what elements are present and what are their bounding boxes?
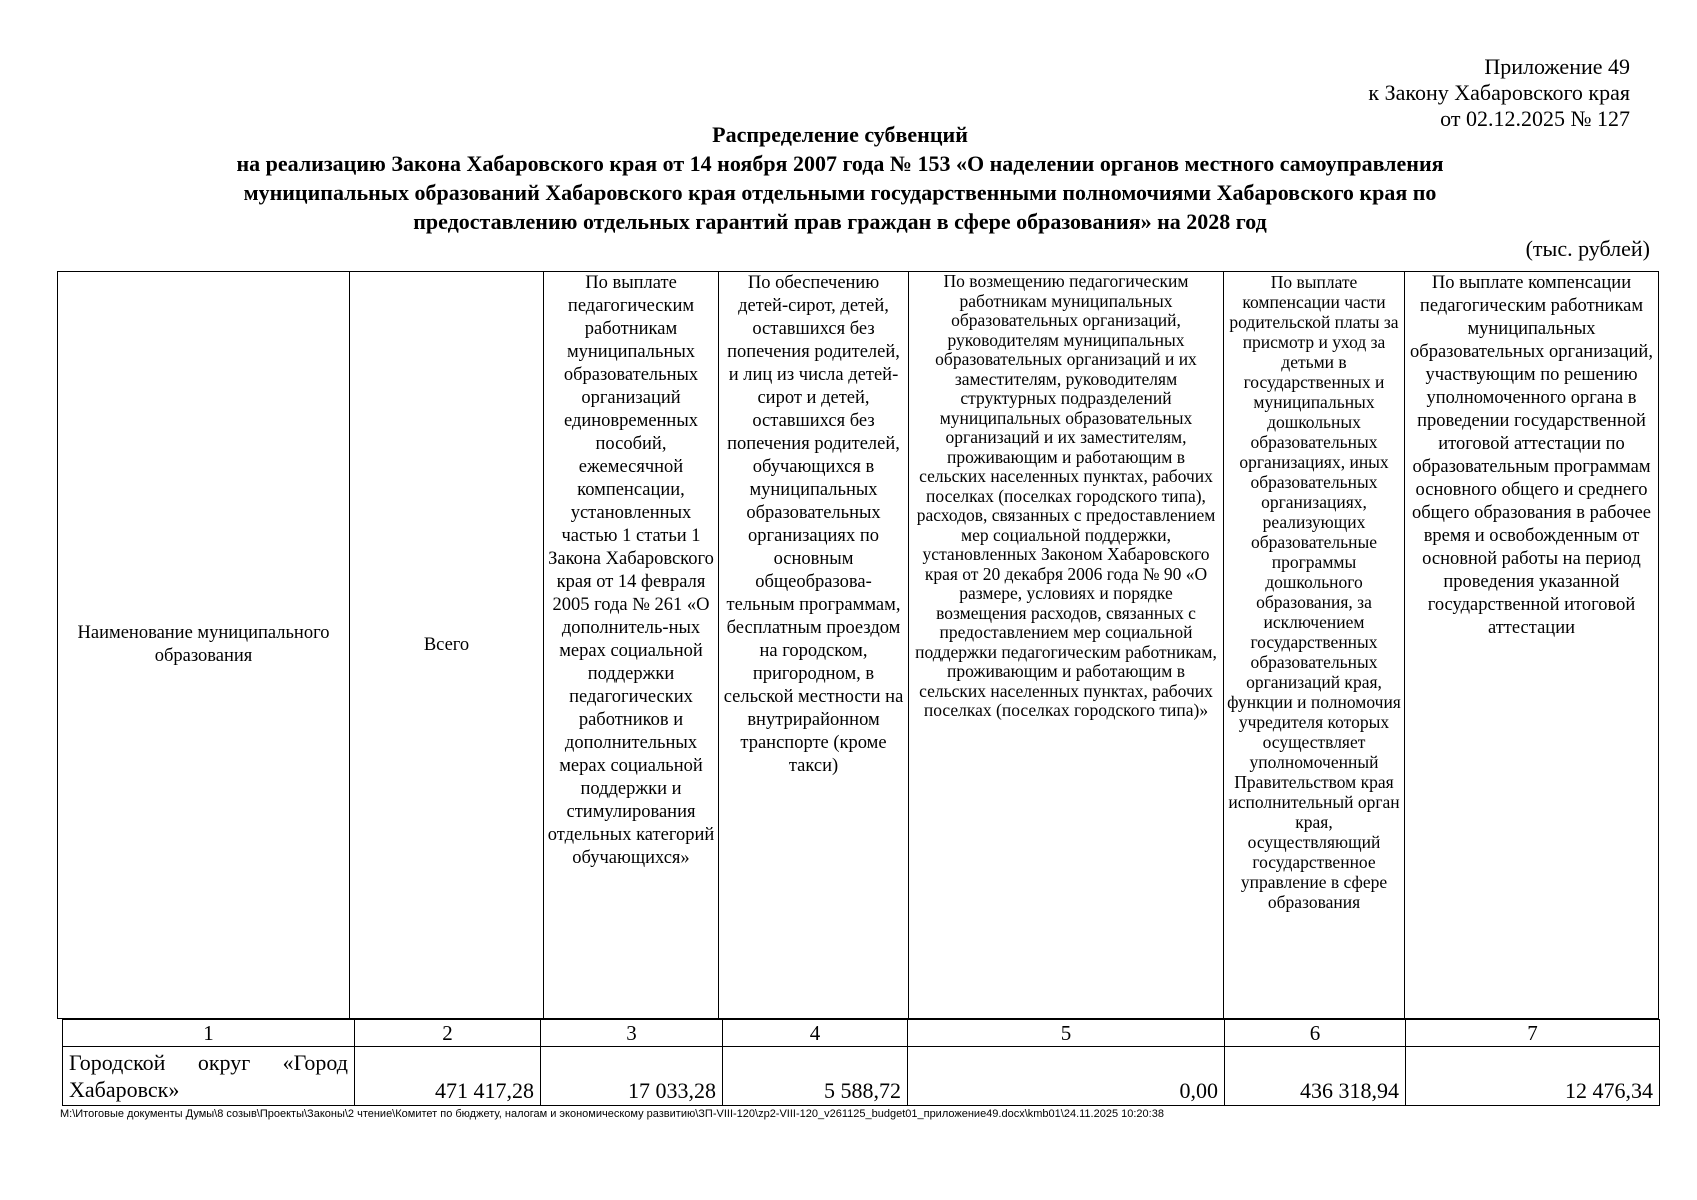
table-row (63, 1047, 1660, 1106)
header-cell-col5: По возмещению педагогическим работникам муниципальных образовательных организаций, руководителям муниципальных образовательных организаций и их заместителям, руководителям структурных подразделений муниципальных образовательных организаций и их заместителям, проживающим и работающим в сельских населенных пунктах, рабочих поселках (поселках городского типа), расходов, связанных с предоставлением мер социальной поддержки, установленных Законом Хабаровского края от 20 декабря 2006 года № 90 «О размере, условиях и порядке возмещения расходов, связанных с предоставлением мер социальной поддержки педагогическим работникам, проживающим и работающим в сельских населенных пунктах, рабочих поселках (поселках городского типа)» (909, 272, 1224, 1019)
header-cell-col4: По обеспечению детей-сирот, детей, оставшихся без попечения родителей, и лиц из числа детей-сирот и детей, оставшихся без попечения родителей, обучающихся в муниципальных образовательных организациях по основным общеобразова-тельным программам, бесплатным проездом на городском, пригородном, в сельской местности на внутрирайонном транспорте (кроме такси) (719, 272, 909, 1019)
column-number: 5 (908, 1020, 1225, 1047)
row-value-total: 471 417,28 (355, 1047, 541, 1106)
appendix-law-ref: к Закону Хабаровского края (1368, 80, 1630, 105)
title-line-1: Распределение субвенций (712, 122, 968, 147)
title-line-4: предоставлению отдельных гарантий прав граждан в сфере образования» на 2028 год (413, 209, 1267, 234)
appendix-number: Приложение 49 (1484, 54, 1630, 79)
column-number: 7 (1406, 1020, 1660, 1047)
header-cell-col7: По выплате компенсации педагогическим работникам муниципальных образовательных организаций, участвующим по решению уполномоченного органа в проведении государственной итоговой аттестации по образовательным программам основного общего и среднего общего образования в рабочее время и освобожденным от основной работы на период проведения указанной государственной итоговой аттестации (1405, 272, 1659, 1019)
column-number-row (63, 1020, 1660, 1047)
header-cell-name: Наименование муниципального образования (58, 272, 350, 1019)
row-name: Городской округ «Город Хабаровск» (63, 1047, 355, 1106)
document-title (60, 120, 1620, 236)
title-line-3: муниципальных образований Хабаровского края отдельными государственными полномочиями Хабаровского края по (243, 180, 1437, 205)
column-number: 3 (541, 1020, 723, 1047)
header-cell-total: Всего (350, 272, 544, 1019)
row-value-col5: 0,00 (908, 1047, 1225, 1106)
header-row (58, 272, 1659, 1019)
row-value-col3: 17 033,28 (541, 1047, 723, 1106)
row-value-col6: 436 318,94 (1225, 1047, 1406, 1106)
units-label: (тыс. рублей) (1525, 236, 1650, 261)
table-body (62, 1019, 1660, 1106)
header-cell-col6: По выплате компенсации части родительской платы за присмотр и уход за детьми в государственных и муниципальных дошкольных образовательных организациях, иных образовательных организациях, реализующих образовательные программы дошкольного образования, за исключением государственных образовательных организаций края, функции и полномочия учредителя которых осуществляет уполномоченный Правительством края исполнительный орган края, осуществляющий государственное управление в сфере образования (1224, 272, 1405, 1019)
row-value-col7: 12 476,34 (1406, 1047, 1660, 1106)
column-number: 2 (355, 1020, 541, 1047)
row-value-col4: 5 588,72 (723, 1047, 908, 1106)
file-path-footer: M:\Итоговые документы Думы\8 созыв\Проекты\Законы\2 чтение\Комитет по бюджету, налогам и экономическому развитию\ЗП-VIII-120\zp2-VIII-120_v261125_budget01_приложение49.docx\kmb01\24.11.2025 10:20:38 (60, 1108, 1164, 1120)
header-cell-col3: По выплате педагогическим работникам муниципальных образовательных организаций единовременных пособий, ежемесячной компенсации, установленных частью 1 статьи 1 Закона Хабаровского края от 14 февраля 2005 года № 261 «О дополнитель-ных мерах социальной поддержки педагогических работников и дополнительных мерах социальной поддержки и стимулирования отдельных категорий обучающихся» (544, 272, 719, 1019)
appendix-date: от 02.12.2025 № 127 (1440, 106, 1630, 131)
column-number: 1 (63, 1020, 355, 1047)
table-header (57, 271, 1659, 1019)
column-number: 4 (723, 1020, 908, 1047)
column-number: 6 (1225, 1020, 1406, 1047)
title-line-2: на реализацию Закона Хабаровского края от 14 ноября 2007 года № 153 «О наделении органов местного самоуправления (236, 151, 1444, 176)
